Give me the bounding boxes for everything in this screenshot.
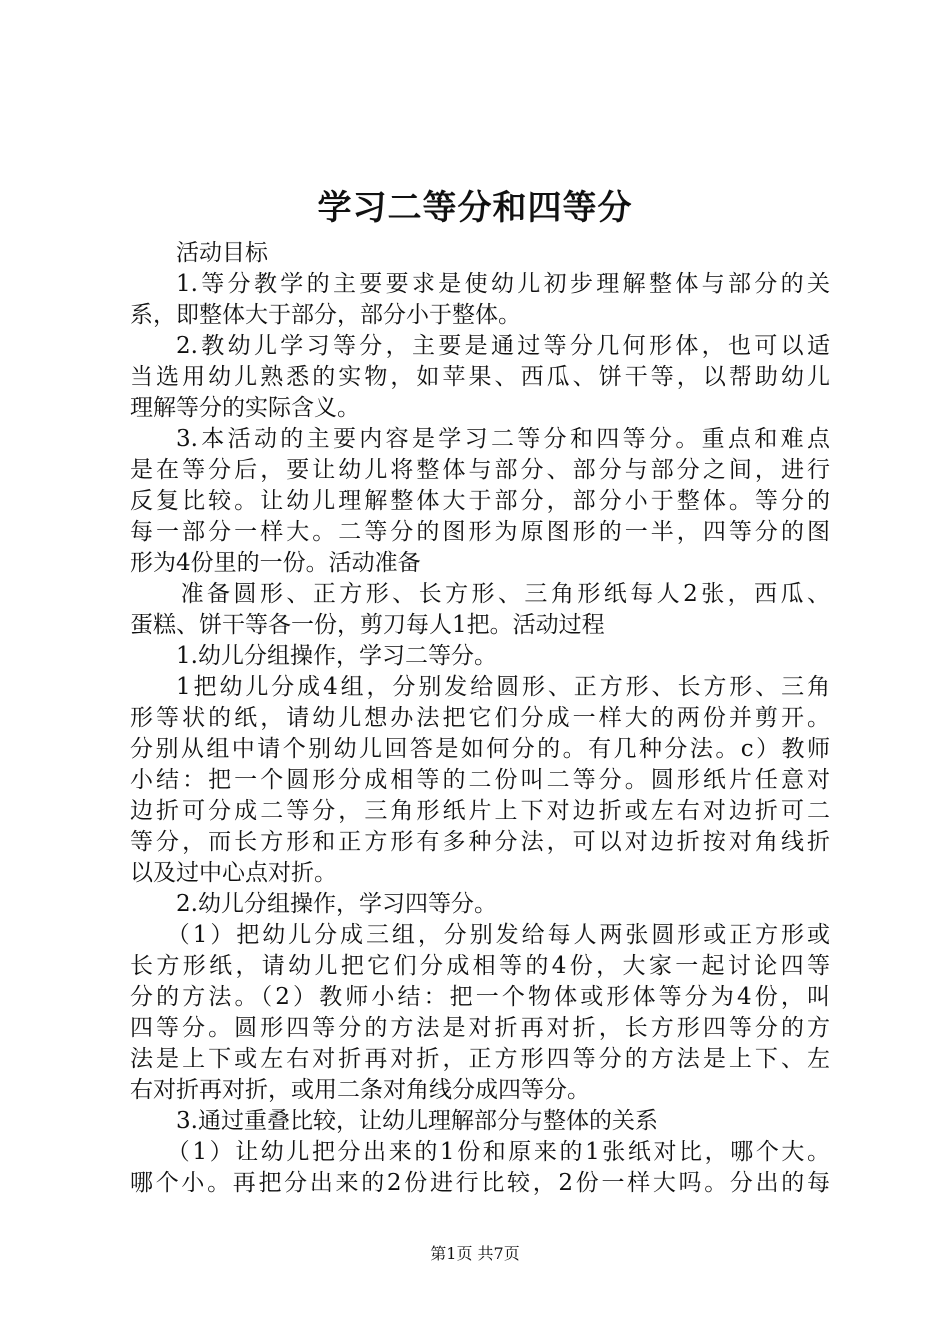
body-line: 以及过中心点对折。 [130, 860, 337, 886]
body-line: 边折可分成二等分，三角形纸片上下对边折或左右对边折可二 [130, 798, 830, 824]
body-line: （1）让幼儿把分出来的1份和原来的1张纸对比，哪个大。 [166, 1139, 830, 1165]
body-line: 活动目标 [176, 240, 268, 266]
body-line: 分的方法。（2）教师小结：把一个物体或形体等分为4份，叫 [130, 984, 830, 1010]
document-body [130, 238, 830, 1199]
body-line: 3.本活动的主要内容是学习二等分和四等分。重点和难点 [176, 426, 830, 452]
body-line: 2.教幼儿学习等分，主要是通过等分几何形体，也可以适 [176, 333, 830, 359]
document-title: 学习二等分和四等分 [317, 188, 633, 228]
body-line: 形为4份里的一份。活动准备 [130, 550, 421, 576]
body-line: 3.通过重叠比较，让幼儿理解部分与整体的关系 [176, 1108, 658, 1134]
body-line: 当选用幼儿熟悉的实物，如苹果、西瓜、饼干等，以帮助幼儿 [130, 364, 830, 390]
body-line: 哪个小。再把分出来的2份进行比较，2份一样大吗。分出的每 [130, 1170, 830, 1196]
body-line: 蛋糕、饼干等各一份，剪刀每人1把。活动过程 [130, 612, 605, 638]
body-line: 形等状的纸，请幼儿想办法把它们分成一样大的两份并剪开。 [130, 705, 830, 731]
body-line: 1.幼儿分组操作，学习二等分。 [176, 643, 497, 669]
body-line: 2.幼儿分组操作，学习四等分。 [176, 891, 497, 917]
body-line: （1）把幼儿分成三组，分别发给每人两张圆形或正方形或 [166, 922, 830, 948]
body-line: 法是上下或左右对折再对折，正方形四等分的方法是上下、左 [130, 1046, 830, 1072]
body-line: 反复比较。让幼儿理解整体大于部分，部分小于整体。等分的 [130, 488, 830, 514]
body-line: 右对折再对折，或用二条对角线分成四等分。 [130, 1077, 590, 1103]
body-line: 分别从组中请个别幼儿回答是如何分的。有几种分法。c）教师 [130, 736, 830, 762]
body-line: 是在等分后，要让幼儿将整体与部分、部分与部分之间，进行 [130, 457, 830, 483]
body-line: 系，即整体大于部分，部分小于整体。 [130, 302, 521, 328]
body-line: 四等分。圆形四等分的方法是对折再对折，长方形四等分的方 [130, 1015, 830, 1041]
body-line: 理解等分的实际含义。 [130, 395, 360, 421]
body-line: 每一部分一样大。二等分的图形为原图形的一半，四等分的图 [130, 519, 830, 545]
body-line: 准备圆形、正方形、长方形、三角形纸每人2张，西瓜、 [180, 581, 830, 607]
body-line: 1把幼儿分成4组，分别发给圆形、正方形、长方形、三角 [176, 674, 830, 700]
body-line: 等分，而长方形和正方形有多种分法，可以对边折按对角线折 [130, 829, 830, 855]
body-line: 小结：把一个圆形分成相等的二份叫二等分。圆形纸片任意对 [130, 767, 830, 793]
page-footer: 第1页 共7页 [430, 1244, 520, 1263]
body-line: 1.等分教学的主要要求是使幼儿初步理解整体与部分的关 [176, 271, 830, 297]
body-line: 长方形纸，请幼儿把它们分成相等的4份，大家一起讨论四等 [130, 953, 830, 979]
